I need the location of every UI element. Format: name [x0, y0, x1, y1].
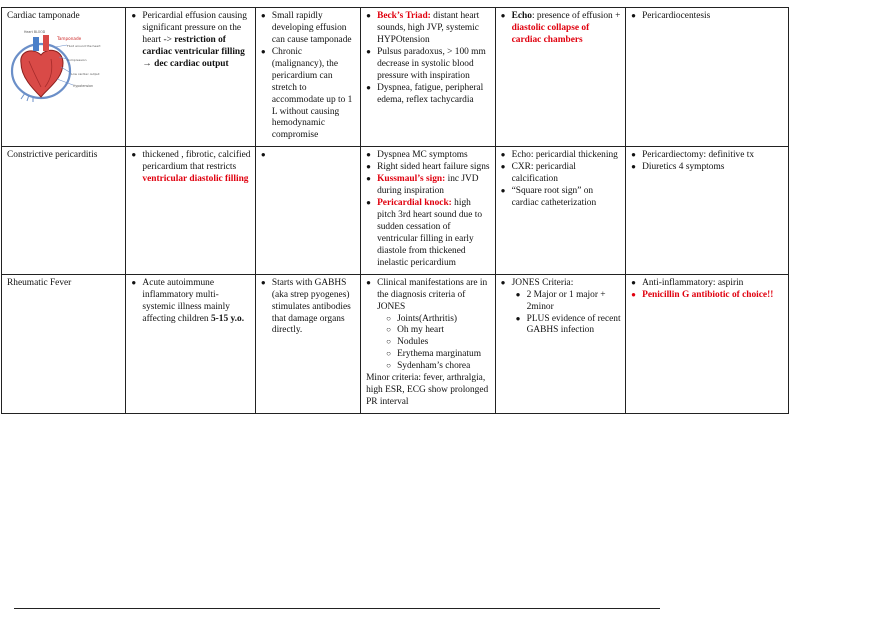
clinical-table	[1, 7, 789, 414]
list-item: ● Starts with GABHS (aka strep pyogenes) stimulates antibodies that damage organs directly.	[261, 278, 356, 338]
sub-list-item: ○ Joints(Arthritis)	[386, 314, 491, 326]
list-item: ● Anti-inflammatory: aspirin	[631, 278, 784, 290]
list-item: ● Acute autoimmune inflammatory multi-systemic illness mainly affecting children 5-15 y.o.	[131, 278, 250, 326]
diagnosis-cell	[495, 147, 625, 274]
figure-label: Heart BLOOD	[24, 29, 46, 34]
minor-criteria-text: Minor criteria: fever, arthralgia, high ESR, ECG show prolonged PR interval	[366, 373, 489, 408]
etiology-cell	[255, 274, 360, 413]
treatment-cell	[626, 8, 789, 147]
definition-cell	[126, 274, 255, 413]
table-row	[2, 8, 789, 147]
table-row	[2, 147, 789, 274]
condition-cell	[2, 147, 126, 274]
treatment-cell	[626, 147, 789, 274]
figure-label: Hypotension	[73, 83, 94, 88]
list-item: ● Clinical manifestations are in the diagnosis criteria of JONES ○ Joints(Arthritis) ○ Oh my heart ○ Nodules ○ Erythema marginatum ○ Sydenham’s chorea	[366, 278, 491, 374]
table-row	[2, 274, 789, 413]
etiology-cell	[255, 8, 360, 147]
list-item: ● Echo: presence of effusion + diastolic collapse of cardiac chambers	[501, 11, 621, 47]
list-item: ● Small rapidly developing effusion can cause tamponade	[261, 11, 356, 47]
condition-cell	[2, 8, 126, 147]
findings-cell	[361, 274, 496, 413]
list-item: ● Pericardiocentesis	[631, 11, 784, 23]
heart-illustration	[7, 27, 111, 103]
condition-name: Rheumatic Fever	[7, 277, 72, 288]
sub-list-item: ● PLUS evidence of recent GABHS infection	[516, 314, 621, 338]
sub-list-item: ○ Sydenham’s chorea	[386, 361, 491, 373]
figure-label: Fluid around the heart	[67, 43, 101, 48]
list-item: ● Pericardial knock: high pitch 3rd heart sound due to sudden cessation of ventricular filling in early diastole from thickened inelastic pericardium	[366, 198, 491, 270]
list-item: ● Beck’s Triad: distant heart sounds, high JVP, systemic HYPOtension	[366, 11, 491, 47]
list-item: ● Chronic (malignancy), the pericardium can stretch to accommodate up to 1 L without causing hemodynamic compromise	[261, 47, 356, 143]
definition-cell	[126, 8, 255, 147]
sub-list-item: ○ Oh my heart	[386, 325, 491, 337]
definition-cell	[126, 147, 255, 274]
findings-cell	[361, 147, 496, 274]
list-item: ● Pericardial effusion causing significant pressure on the heart -> restriction of cardiac ventricular filling → dec cardiac output	[131, 11, 250, 71]
sub-list-item: ○ Erythema marginatum	[386, 349, 491, 361]
list-item: ● JONES Criteria: ● 2 Major or 1 major + 2minor ● PLUS evidence of recent GABHS infection	[501, 278, 621, 338]
list-item: ● Diuretics 4 symptoms	[631, 162, 784, 174]
treatment-cell	[626, 274, 789, 413]
list-item: ● Pericardiectomy: definitive tx	[631, 150, 784, 162]
diagnosis-cell	[495, 8, 625, 147]
list-item: ● Pulsus paradoxus, > 100 mm decrease in systolic blood pressure with inspiration	[366, 47, 491, 83]
list-item: ● “Square root sign” on cardiac catheterization	[501, 186, 621, 210]
condition-cell	[2, 274, 126, 413]
figure-label: Low cardiac output	[71, 71, 100, 76]
sub-list-item: ● 2 Major or 1 major + 2minor	[516, 290, 621, 314]
figure-label: Tamponade	[57, 35, 82, 41]
list-item: ● Dyspnea MC symptoms	[366, 150, 491, 162]
footer-divider	[14, 608, 660, 609]
findings-cell	[361, 8, 496, 147]
sub-list-item: ○ Nodules	[386, 337, 491, 349]
figure-label: Compression	[67, 57, 87, 62]
list-item: ● CXR: pericardial calcification	[501, 162, 621, 186]
list-item: ● Penicillin G antibiotic of choice!!	[631, 290, 784, 302]
list-item: ● Right sided heart failure signs	[366, 162, 491, 174]
condition-name: Cardiac tamponade	[7, 11, 80, 21]
list-item: ● Kussmaul’s sign: inc JVD during inspiration	[366, 174, 491, 198]
diagnosis-cell	[495, 274, 625, 413]
list-item: ● Dyspnea, fatigue, peripheral edema, reflex tachycardia	[366, 83, 491, 107]
etiology-cell	[255, 147, 360, 274]
condition-name: Constrictive pericarditis	[7, 150, 98, 161]
list-item: ● thickened , fibrotic, calcified pericardium that restricts ventricular diastolic filling	[131, 150, 250, 186]
list-item: ● Echo: pericardial thickening	[501, 150, 621, 162]
